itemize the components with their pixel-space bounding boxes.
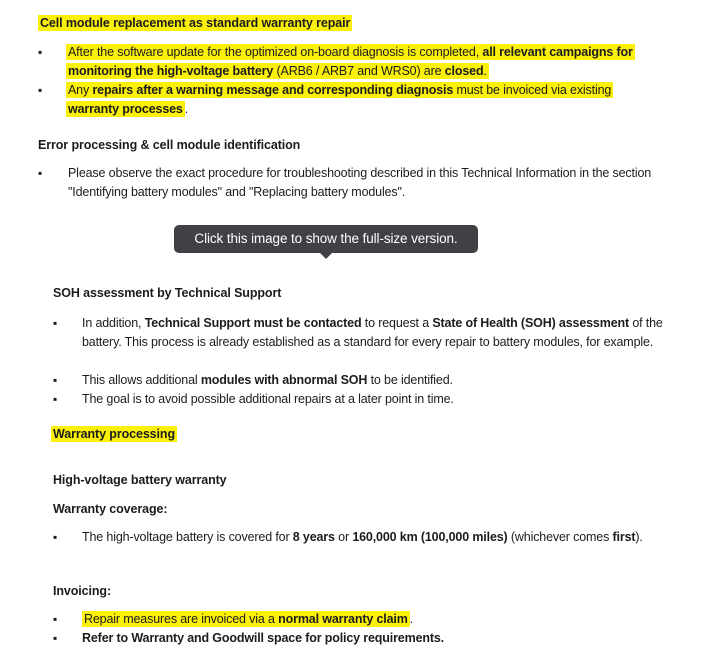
bullet-icon: ▪ [53, 612, 58, 626]
list-item: ▪ The high-voltage battery is covered for 8 years or 160,000 km (100,000 miles) (whichever comes first). [53, 528, 673, 547]
bullet-icon: ▪ [53, 392, 58, 406]
bullet-icon: ▪ [53, 530, 58, 544]
label-invoicing: Invoicing: [53, 584, 112, 598]
bullet-icon: ▪ [38, 45, 43, 59]
section-heading-warranty-processing: Warranty processing [53, 427, 175, 441]
list-item: ▪ Please observe the exact procedure for troubleshooting described in this Technical Information in the section "Identifying battery modules" and "Replacing battery modules". [38, 166, 652, 199]
subheading-high-voltage-battery-warranty: High-voltage battery warranty [53, 473, 227, 487]
list-item: ▪ After the software update for the optimized on-board diagnosis is completed, all relevant campaigns for monitoring the high-voltage battery (ARB6 / ARB7 and WRS0) are closed. [38, 45, 633, 78]
bullet-icon: ▪ [38, 83, 43, 97]
bullet-icon: ▪ [53, 316, 58, 330]
full-size-image-tooltip[interactable]: Click this image to show the full-size version. [174, 225, 478, 253]
tooltip-arrow-icon [320, 253, 332, 259]
list-item: ▪ In addition, Technical Support must be contacted to request a State of Health (SOH) assessment of the battery. This process is already established as a standard for every repair to battery modules, for example. [53, 316, 663, 349]
section-heading-cell-module-replacement: Cell module replacement as standard warranty repair [40, 16, 351, 30]
list-item: ▪ The goal is to avoid possible additional repairs at a later point in time. [53, 390, 673, 409]
bullet-icon: ▪ [38, 166, 43, 180]
label-warranty-coverage: Warranty coverage: [53, 502, 168, 516]
bullet-icon: ▪ [53, 373, 58, 387]
list-item: ▪ Repair measures are invoiced via a normal warranty claim . [53, 610, 673, 629]
list-item: ▪ Any repairs after a warning message and corresponding diagnosis must be invoiced via existing warranty processes . [38, 83, 612, 116]
list-item: ▪ This allows additional modules with abnormal SOH to be identified. [53, 371, 673, 390]
list-item: ▪ Refer to Warranty and Goodwill space for policy requirements. [53, 629, 673, 648]
section-heading-soh-assessment: SOH assessment by Technical Support [53, 286, 282, 300]
section-heading-error-processing: Error processing & cell module identification [38, 138, 301, 152]
bullet-icon: ▪ [53, 631, 58, 645]
